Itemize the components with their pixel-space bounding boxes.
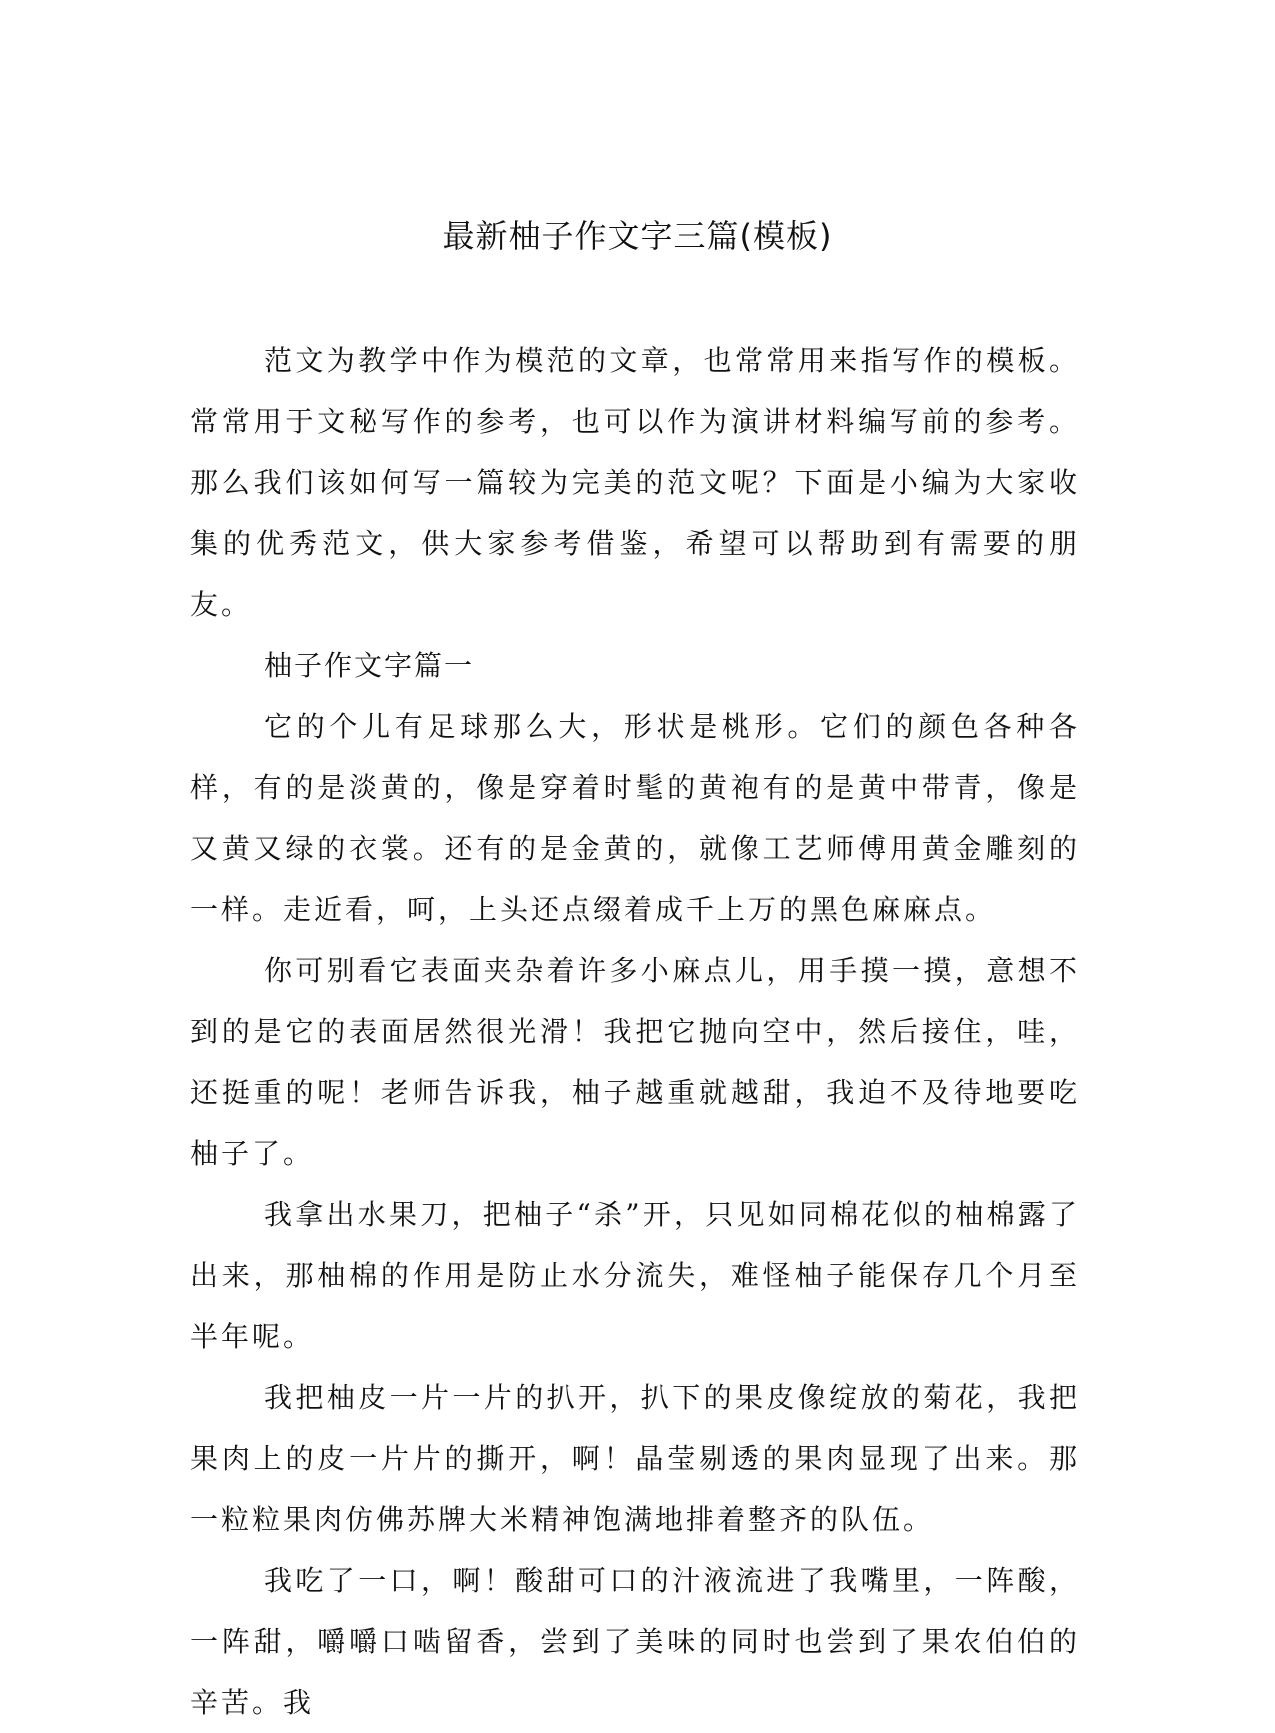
body-paragraph: 我吃了一口，啊！酸甜可口的汁液流进了我嘴里，一阵酸，一阵甜，嚼嚼口啮留香，尝到了美味的同时也尝到了果农伯伯的辛苦。我 xyxy=(190,1564,1080,1719)
intro-paragraph: 范文为教学中作为模范的文章，也常常用来指写作的模板。常常用于文秘写作的参考，也可以作为演讲材料编写前的参考。那么我们该如何写一篇较为完美的范文呢？下面是小编为大家收集的优秀范文，供大家参考借鉴，希望可以帮助到有需要的朋友。 xyxy=(190,344,1080,621)
section-heading: 柚子作文字篇一 xyxy=(264,649,475,682)
body-paragraph: 我把柚皮一片一片的扒开，扒下的果皮像绽放的菊花，我把果肉上的皮一片片的撕开，啊！晶莹剔透的果肉显现了出来。那一粒粒果肉仿佛苏牌大米精神饱满地排着整齐的队伍。 xyxy=(190,1381,1080,1536)
body-paragraph: 你可别看它表面夹杂着许多小麻点儿，用手摸一摸，意想不到的是它的表面居然很光滑！我把它抛向空中，然后接住，哇，还挺重的呢！老师告诉我，柚子越重就越甜，我迫不及待地要吃柚子了。 xyxy=(190,954,1080,1170)
body-paragraph: 我拿出水果刀，把柚子“杀”开，只见如同棉花似的柚棉露了出来，那柚棉的作用是防止水分流失，难怪柚子能保存几个月至半年呢。 xyxy=(190,1198,1080,1353)
document-body xyxy=(190,330,1080,1733)
document-title: 最新柚子作文字三篇(模板) xyxy=(442,217,833,255)
body-paragraph: 它的个儿有足球那么大，形状是桃形。它们的颜色各种各样，有的是淡黄的，像是穿着时髦的黄袍有的是黄中带青，像是又黄又绿的衣裳。还有的是金黄的，就像工艺师傅用黄金雕刻的一样。走近看，呵，上头还点缀着成千上万的黑色麻麻点。 xyxy=(190,710,1080,926)
